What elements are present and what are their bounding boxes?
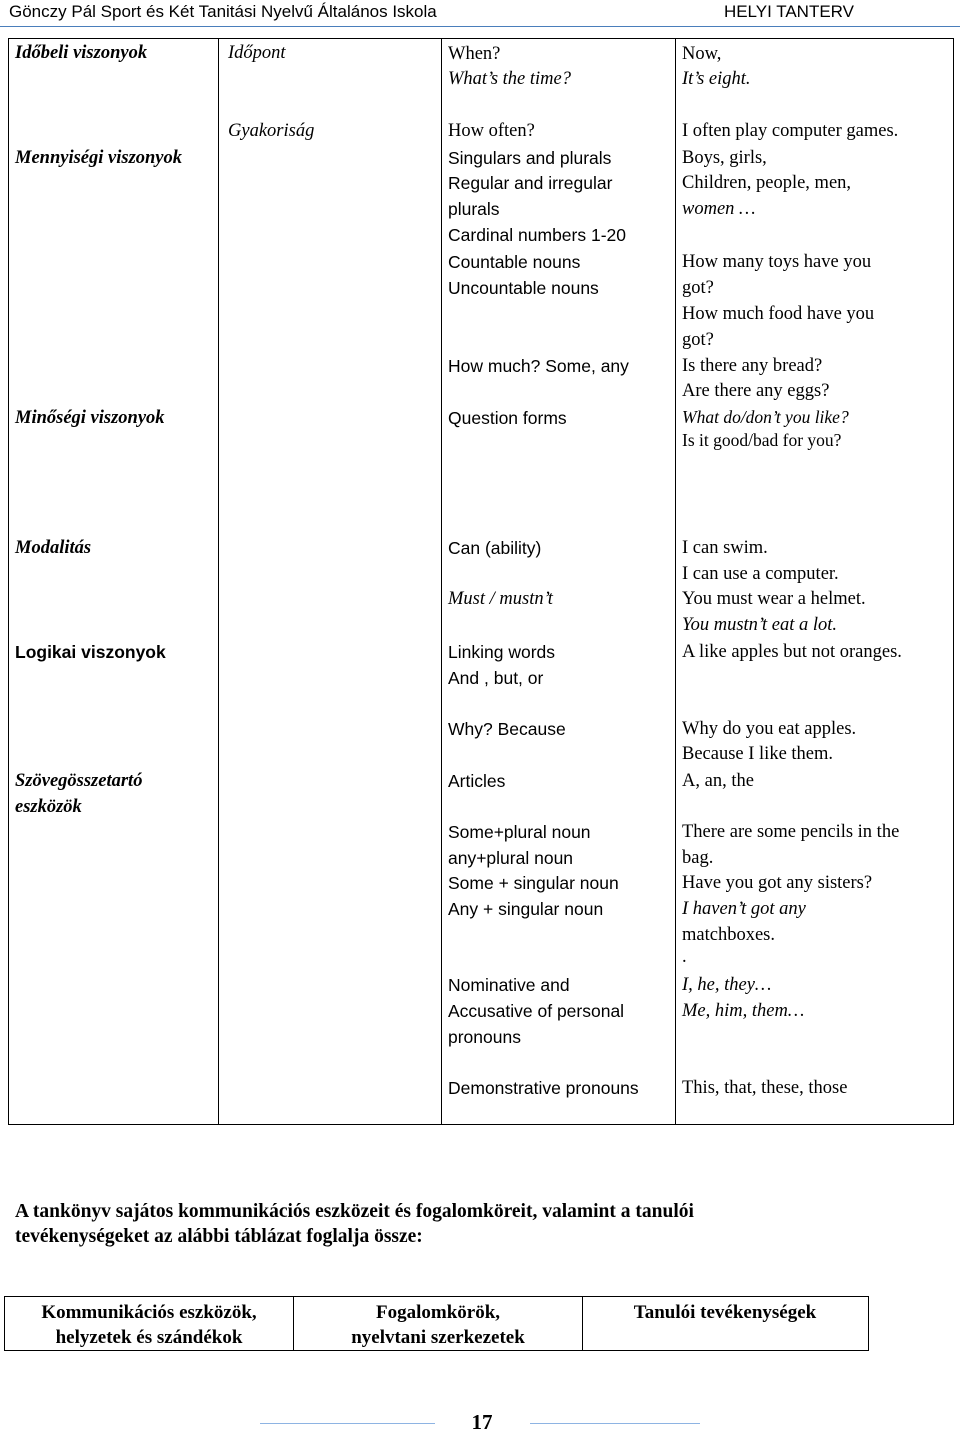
example-children: Children, people, men, [682,173,852,193]
grammar-uncountable: Uncountable nouns [448,278,599,298]
header-kommunikacios-line1: Kommunikációs eszközök, [41,1302,257,1323]
example-like: What do/don’t you like? [682,407,849,427]
example-toys-2: got? [682,278,714,298]
header-kommunikacios-line2: helyzetek és szándékok [55,1327,243,1348]
grammar-nominative-1: Nominative and [448,975,570,995]
category-idobeli: Időbeli viszonyok [15,43,148,63]
grammar-nominative-3: pronouns [448,1027,521,1047]
example-eight: It’s eight. [682,69,751,89]
grammar-howoften: How often? [448,121,535,141]
category-szoveg-line2: eszközök [15,797,82,817]
grammar-andbut: And , but, or [448,668,544,688]
example-sisters: Have you got any sisters? [682,873,873,893]
school-name: Gönczy Pál Sport és Két Tanitási Nyelvű Általános Iskola [9,2,437,21]
example-helmet: You must wear a helmet. [682,589,866,609]
grammar-cardinal: Cardinal numbers 1-20 [448,225,627,245]
grammar-any-plural: any+plural noun [448,848,574,868]
example-now: Now, [682,44,722,64]
column-divider [675,39,676,1124]
example-often: I often play computer games. [682,121,899,141]
example-apples: A like apples but not oranges. [682,642,902,662]
grammar-some-plural: Some+plural noun [448,822,591,842]
example-articles: A, an, the [682,771,754,791]
example-mehim: Me, him, them… [682,1001,805,1021]
category-minosegi: Minőségi viszonyok [15,408,165,428]
example-matchboxes-1: I haven’t got any [682,899,806,919]
grammar-singulars: Singulars and plurals [448,148,612,168]
example-toys-1: How many toys have you [682,252,872,272]
subcategory-idopont: Időpont [228,43,286,63]
category-logikai: Logikai viszonyok [15,642,166,662]
header-tanuloi-line1: Tanulói tevékenységek [633,1302,817,1323]
grammar-why: Why? Because [448,719,566,739]
curriculum-table [8,38,954,1125]
example-alot: You mustn’t eat a lot. [682,615,838,635]
category-mennyisegi: Mennyiségi viszonyok [15,148,183,168]
example-pencils-1: There are some pencils in the [682,822,900,842]
example-bread: Is there any bread? [682,356,823,376]
example-computer: I can use a computer. [682,564,839,584]
grammar-countable: Countable nouns [448,252,581,272]
page-number: 17 [471,1410,493,1434]
grammar-howmuch: How much? Some, any [448,356,629,376]
intro-paragraph [15,1199,694,1249]
example-good: Is it good/bad for you? [682,430,842,450]
header-fogalomkorok [294,1297,582,1350]
grammar-linking: Linking words [448,642,555,662]
footer-rule-left [260,1423,435,1424]
example-pencils-2: bag. [682,848,714,868]
grammar-can: Can (ability) [448,538,542,558]
grammar-any-singular: Any + singular noun [448,899,604,919]
grammar-question: Question forms [448,408,567,428]
example-matchboxes-2: matchboxes. [682,925,775,945]
example-whyeat: Why do you eat apples. [682,719,857,739]
example-boys: Boys, girls, [682,148,767,168]
grammar-nominative-2: Accusative of personal [448,1001,625,1021]
subcategory-gyakorisag: Gyakoriság [228,121,315,141]
example-eggs: Are there any eggs? [682,381,830,401]
grammar-regular: Regular and irregular [448,173,613,193]
grammar-whattime: What’s the time? [448,69,571,89]
example-dot: . [682,947,687,967]
footer-rule-right [530,1423,700,1424]
grammar-demonstrative: Demonstrative pronouns [448,1078,639,1098]
document-title: HELYI TANTERV [723,2,854,21]
column-divider [218,39,219,1124]
header-tanuloi [583,1297,867,1350]
example-swim: I can swim. [682,538,768,558]
grammar-must: Must / mustn’t [448,589,553,609]
page-footer [0,1410,960,1440]
header-fogalomkorok-line2: nyelvtani szerkezetek [351,1327,525,1348]
intro-line-1: A tankönyv sajátos kommunikációs eszközeit és fogalomköreit, valamint a tanulói [15,1201,694,1222]
example-women: women … [682,199,756,219]
grammar-some-singular: Some + singular noun [448,873,619,893]
example-this: This, that, these, those [682,1078,848,1098]
grammar-articles: Articles [448,771,506,791]
page-header [0,0,960,27]
header-fogalomkorok-line1: Fogalomkörök, [375,1302,501,1323]
example-ihe: I, he, they… [682,975,772,995]
category-modalitas: Modalitás [15,538,92,558]
example-food-1: How much food have you [682,304,875,324]
header-kommunikacios [5,1297,293,1350]
category-szoveg-line1: Szövegösszetartó [15,771,143,791]
column-divider [441,39,442,1124]
example-because: Because I like them. [682,744,834,764]
example-food-2: got? [682,330,714,350]
grammar-when: When? [448,44,501,64]
summary-table-header [4,1296,869,1351]
intro-line-2: tevékenységeket az alábbi táblázat foglalja össze: [15,1226,423,1247]
grammar-plurals: plurals [448,199,500,219]
